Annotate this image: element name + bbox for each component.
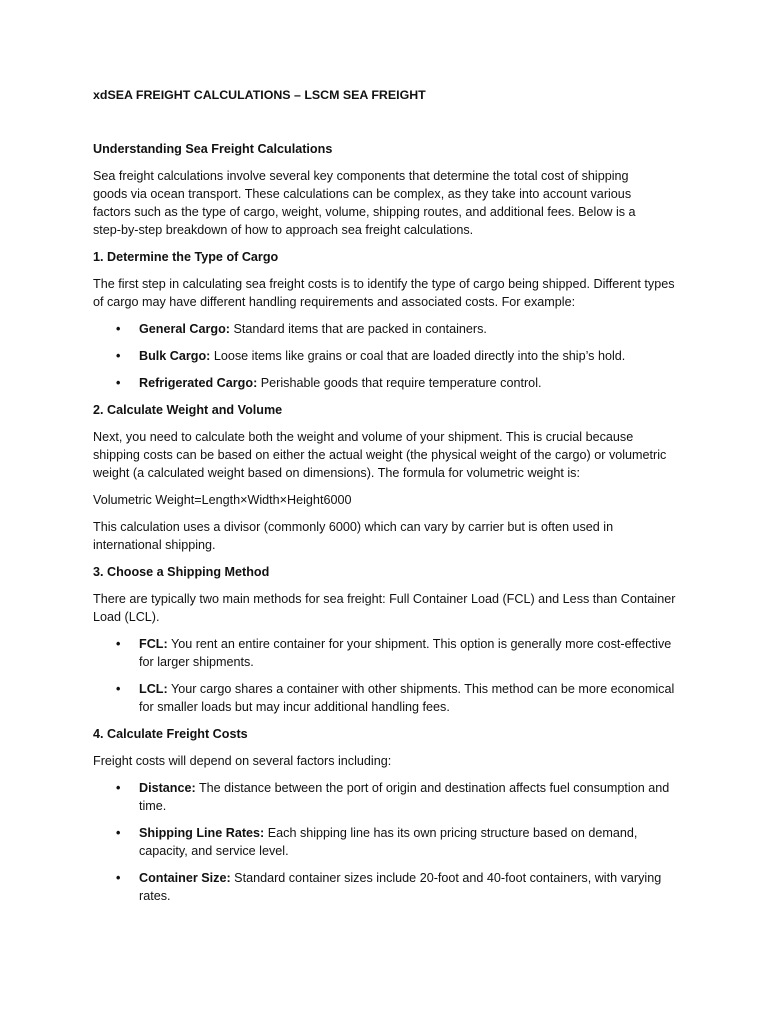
volumetric-formula: Volumetric Weight=Length×Width×Height6000 [93,493,352,507]
item-text: Standard items that are packed in containers. [229,322,487,336]
section2-paragraph: Next, you need to calculate both the weight and volume of your shipment. This is crucial because shipping costs can be based on either the actual weight (the physical weight of the cargo) or volumetric weight (a calculated weight based on dimensions). The formula for volumetric weight is: [93,430,667,480]
list-item [93,779,683,815]
item-label: General Cargo: [139,322,230,336]
list-item [93,374,683,392]
bullet-icon: • [116,871,121,885]
item-text: Each shipping line has its own pricing structure based on demand, capacity, and service level. [139,826,638,858]
list-item [93,635,683,671]
section4-paragraph: Freight costs will depend on several factors including: [93,754,392,768]
bullet-icon: • [116,322,121,336]
cargo-type-list [93,320,683,392]
document-page [93,86,683,905]
bullet-icon: • [116,349,121,363]
item-text: Standard container sizes include 20-foot and 40-foot containers, with varying rates. [139,871,662,903]
item-text: You rent an entire container for your shipment. This option is generally more cost-effective for larger shipments. [139,637,672,669]
section2-paragraph-2: This calculation uses a divisor (commonly 6000) which can vary by carrier but is often used in international shipping. [93,520,614,552]
item-text: The distance between the port of origin and destination affects fuel consumption and time. [139,781,670,813]
section4-heading: 4. Calculate Freight Costs [93,727,248,741]
intro-paragraph: Sea freight calculations involve several key components that determine the total cost of shipping goods via ocean transport. These calculations can be complex, as they take into account various factors such as the type of cargo, weight, volume, shipping routes, and additional fees. Below is a step-by-step breakdown of how to approach sea freight calculations. [93,169,636,237]
bullet-icon: • [116,781,121,795]
bullet-icon: • [116,682,121,696]
item-label: Refrigerated Cargo: [139,376,258,390]
section1-paragraph: The first step in calculating sea freight costs is to identify the type of cargo being shipped. Different types of cargo may have different handling requirements and associated costs. For example: [93,277,675,309]
item-text: Your cargo shares a container with other shipments. This method can be more economical for smaller loads but may incur additional handling fees. [139,682,675,714]
section2-heading: 2. Calculate Weight and Volume [93,403,283,417]
document-title: xdSEA FREIGHT CALCULATIONS – LSCM SEA FREIGHT [93,88,426,102]
item-label: LCL: [139,682,168,696]
list-item [93,680,683,716]
item-label: Bulk Cargo: [139,349,211,363]
list-item [93,347,683,365]
bullet-icon: • [116,376,121,390]
section3-heading: 3. Choose a Shipping Method [93,565,270,579]
item-label: Container Size: [139,871,231,885]
item-text: Loose items like grains or coal that are loaded directly into the ship’s hold. [210,349,626,363]
item-label: Shipping Line Rates: [139,826,265,840]
freight-factor-list [93,779,683,905]
item-label: Distance: [139,781,196,795]
list-item [93,824,683,860]
section1-heading: 1. Determine the Type of Cargo [93,250,279,264]
item-label: FCL: [139,637,168,651]
list-item [93,320,683,338]
intro-heading: Understanding Sea Freight Calculations [93,142,333,156]
shipping-method-list [93,635,683,716]
list-item [93,869,683,905]
item-text: Perishable goods that require temperature control. [257,376,542,390]
section3-paragraph: There are typically two main methods for sea freight: Full Container Load (FCL) and Less than Container Load (LCL). [93,592,676,624]
bullet-icon: • [116,637,121,651]
bullet-icon: • [116,826,121,840]
